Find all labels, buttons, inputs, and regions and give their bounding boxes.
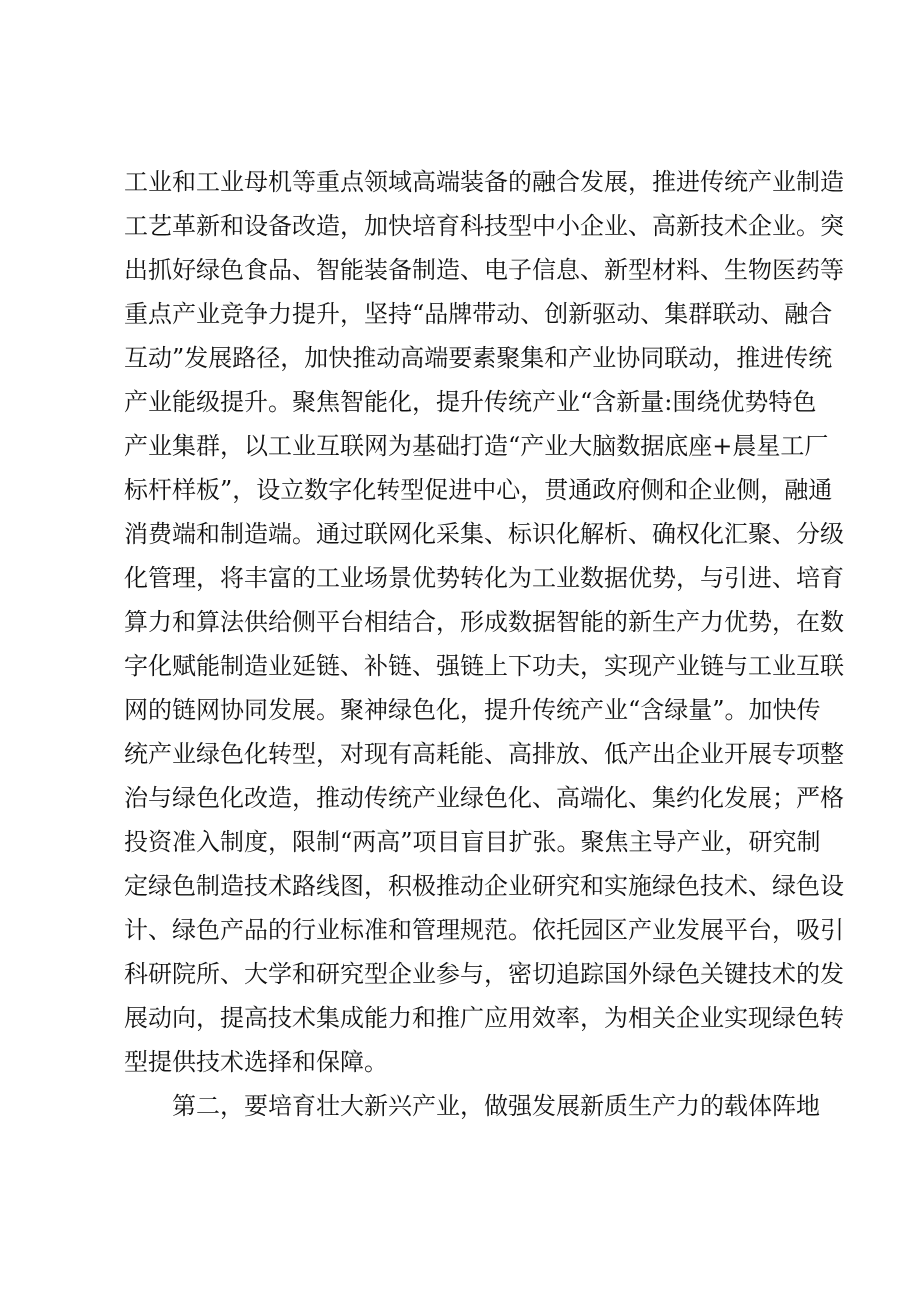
text-line: 互动”发展路径，加快推动高端要素聚集和产业协同联动，推进传统 [124,344,833,372]
text-line: 科研院所、大学和研究型企业参与，密切追踪国外绿色关键技术的发 [124,960,844,988]
text-line: 治与绿色化改造，推动传统产业绿色化、高端化、集约化发展；严格 [124,784,844,812]
text-line: 重点产业竞争力提升，坚持“品牌带动、创新驱动、集群联动、融合 [124,300,833,328]
text-line: 标杆样板”，设立数字化转型促进中心，贯通政府侧和企业侧，融通 [124,476,833,504]
text-line: 字化赋能制造业延链、补链、强链上下功夫，实现产业链与工业互联 [124,652,844,680]
text-line: 展动向，提高技术集成能力和推广应用效率，为相关企业实现绿色转 [124,1004,844,1032]
text-line: 定绿色制造技术路线图，积极推动企业研究和实施绿色技术、绿色设 [124,872,844,900]
text-line: 算力和算法供给侧平台相结合，形成数据智能的新生产力优势，在数 [124,608,844,636]
text-line: 工业和工业母机等重点领域高端装备的融合发展，推进传统产业制造 [124,168,844,196]
text-line: 型提供技术选择和保障。 [124,1048,388,1076]
text-line: 出抓好绿色食品、智能装备制造、电子信息、新型材料、生物医药等 [124,256,844,284]
text-line: 产业能级提升。聚焦智能化，提升传统产业“含新量:围绕优势特色 [124,388,817,416]
text-line: 消费端和制造端。通过联网化采集、标识化解析、确权化汇聚、分级 [124,520,844,548]
text-line: 工艺革新和设备改造，加快培育科技型中小企业、高新技术企业。突 [124,212,844,240]
section-heading: 第二，要培育壮大新兴产业，做强发展新质生产力的载体阵地 [172,1092,820,1120]
text-line: 计、绿色产品的行业标准和管理规范。依托园区产业发展平台，吸引 [124,916,844,944]
text-line: 产业集群，以工业互联网为基础打造“产业大脑数据底座+晨星工厂 [124,432,829,460]
text-line: 化管理，将丰富的工业场景优势转化为工业数据优势，与引进、培育 [124,564,844,592]
text-line: 统产业绿色化转型，对现有高耗能、高排放、低产出企业开展专项整 [124,740,844,768]
text-line: 网的链网协同发展。聚神绿色化，提升传统产业“含绿量”。加快传 [124,696,821,724]
text-line: 投资准入制度，限制“两高”项目盲目扩张。聚焦主导产业，研究制 [124,828,821,856]
body-text [124,160,844,1128]
